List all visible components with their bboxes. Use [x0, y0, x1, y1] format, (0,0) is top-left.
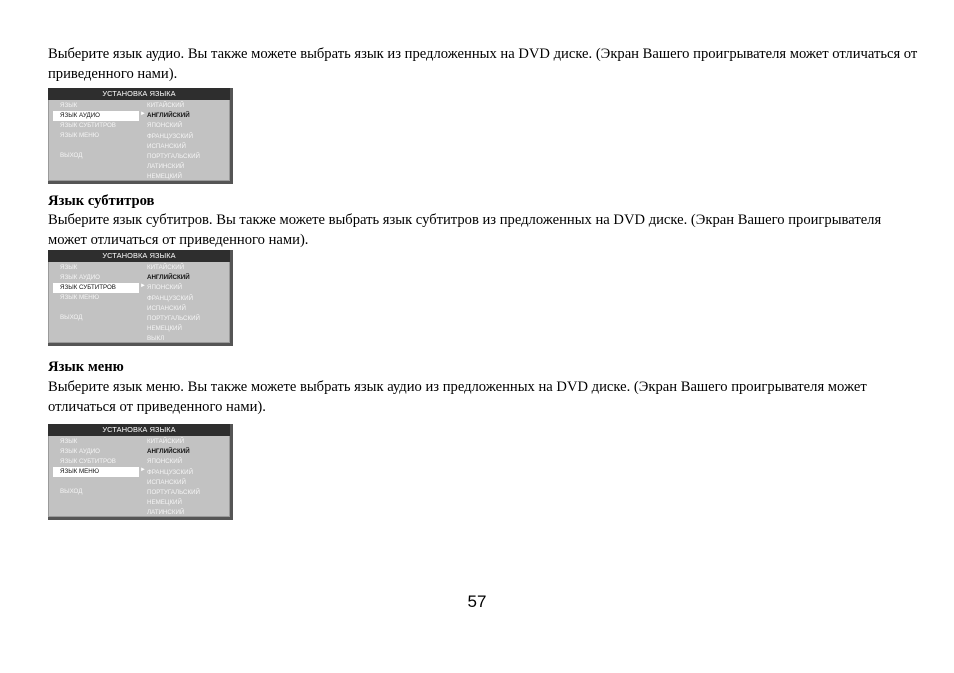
osd-option-item: КИТАЙСКИЙ	[147, 438, 185, 445]
menu-language-heading: Язык меню	[48, 359, 124, 375]
osd-menu	[53, 101, 139, 161]
osd-option-item: ПОРТУГАЛЬСКИЙ	[147, 488, 200, 496]
osd-arrow-icon: ►	[140, 467, 146, 473]
osd-option-item: АНГЛИЙСКИЙ	[147, 274, 190, 282]
osd-options	[145, 101, 229, 183]
osd-menu-item: ЯЗЫК СУБТИТРОВ	[53, 283, 139, 293]
subtitle-language-description: Выберите язык субтитров. Вы также можете выбрать язык субтитров из предложенных на DVD диске. (Экран Вашего проигрывателя может отличаться от приведенного нами).	[48, 212, 882, 248]
osd-title: УСТАНОВКА ЯЗЫКА	[48, 250, 230, 262]
osd-menu-item: ВЫХОД	[60, 152, 83, 159]
osd-option-item: ЛАТИНСКИЙ	[147, 509, 185, 517]
osd-menu-item: ЯЗЫК АУДИО	[60, 274, 100, 281]
osd-menu-item: ВЫХОД	[60, 314, 83, 321]
osd-options	[145, 263, 229, 345]
menu-language-description: Выберите язык меню. Вы также можете выбрать язык аудио из предложенных на DVD диске. (Экран Вашего проигрывателя может отличаться от приведенного нами).	[48, 379, 867, 415]
osd-option-item: ЯПОНСКИЙ	[147, 284, 183, 292]
osd-option-item: КИТАЙСКИЙ	[147, 264, 185, 271]
subtitle-language-heading: Язык субтитров	[48, 193, 155, 209]
osd-menu-item: ЯЗЫК МЕНЮ	[53, 467, 139, 477]
osd-title: УСТАНОВКА ЯЗЫКА	[48, 88, 230, 100]
osd-menu-item: ЯЗЫК МЕНЮ	[60, 294, 100, 301]
osd-menu-item: ЯЗЫК	[60, 102, 78, 109]
osd-menu-item: ЯЗЫК АУДИО	[60, 448, 100, 455]
osd-menu	[53, 263, 139, 323]
osd-option-item: ПОРТУГАЛЬСКИЙ	[147, 314, 200, 322]
osd-menu-item: ВЫХОД	[60, 488, 83, 495]
osd-option-item: ФРАНЦУЗСКИЙ	[147, 294, 194, 302]
osd-menu-language-screenshot	[48, 424, 233, 520]
audio-language-description: Выберите язык аудио. Вы также можете выбрать язык из предложенных на DVD диске. (Экран Вашего проигрывателя может отличаться от приведенного нами).	[48, 46, 918, 82]
osd-menu-item: ЯЗЫК СУБТИТРОВ	[60, 458, 116, 465]
osd-menu-item: ЯЗЫК АУДИО	[53, 111, 139, 121]
osd-menu-item: ЯЗЫК	[60, 264, 78, 271]
osd-arrow-icon: ►	[140, 111, 146, 117]
osd-option-item: НЕМЕЦКИЙ	[147, 173, 182, 181]
osd-option-item: ФРАНЦУЗСКИЙ	[147, 132, 194, 140]
osd-subtitle-language-screenshot	[48, 250, 233, 346]
osd-option-item: АНГЛИЙСКИЙ	[147, 112, 190, 120]
osd-option-item: АНГЛИЙСКИЙ	[147, 448, 190, 456]
osd-option-item: ИСПАНСКИЙ	[147, 142, 186, 150]
osd-option-item: ВЫКЛ	[147, 335, 165, 343]
osd-menu-item: ЯЗЫК МЕНЮ	[60, 132, 100, 139]
osd-option-item: ЯПОНСКИЙ	[147, 458, 183, 466]
osd-title: УСТАНОВКА ЯЗЫКА	[48, 424, 230, 436]
osd-option-item: ИСПАНСКИЙ	[147, 478, 186, 486]
osd-option-item: ИСПАНСКИЙ	[147, 304, 186, 312]
osd-option-item: НЕМЕЦКИЙ	[147, 499, 182, 507]
page-number: 57	[467, 592, 487, 611]
osd-option-item: ЛАТИНСКИЙ	[147, 163, 185, 171]
osd-option-item: ПОРТУГАЛЬСКИЙ	[147, 152, 200, 160]
osd-option-item: НЕМЕЦКИЙ	[147, 325, 182, 333]
osd-menu	[53, 437, 139, 497]
osd-options	[145, 437, 229, 519]
osd-audio-language-screenshot	[48, 88, 233, 184]
osd-option-item: ФРАНЦУЗСКИЙ	[147, 468, 194, 476]
osd-option-item: ЯПОНСКИЙ	[147, 122, 183, 130]
osd-option-item: КИТАЙСКИЙ	[147, 102, 185, 109]
osd-arrow-icon: ►	[140, 283, 146, 289]
osd-menu-item: ЯЗЫК СУБТИТРОВ	[60, 122, 116, 129]
osd-menu-item: ЯЗЫК	[60, 438, 78, 445]
